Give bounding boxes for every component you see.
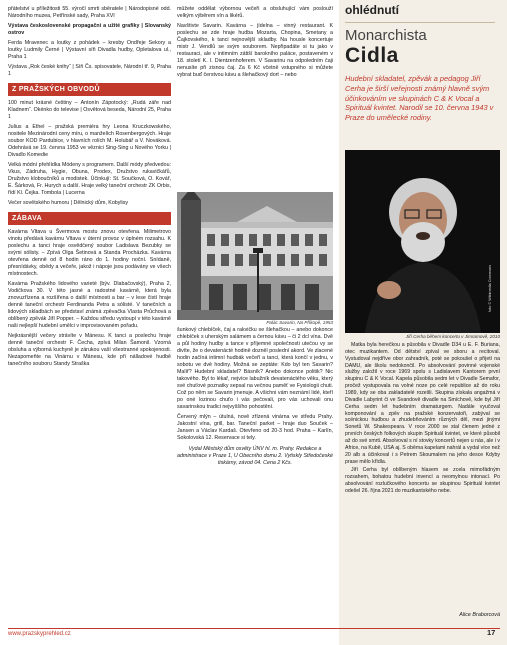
photo-credit: foto © Wikimedia Commons [488, 264, 492, 312]
section-kicker: ohlédnutí [345, 3, 399, 17]
listing-text: Velká módní přehlídka Módeny s programem. Další módy předvedou: Vkus, Zádruha, Hygie, Obuna, Prodex, Družstvo rukavičkářů, Družstvo kloboučníků a modistek. Účinkují: St. Součková, O. Kovář, E. Šárková, Fr. Hurych a další. Hraje velký taneční orchestr ZK Orbis, řídí Kl. Čejka. Tombola | Lucerna [8, 161, 171, 196]
listing-text: šunkový chlebíček, čaj a rakvičku se šlehačkou – anebo dokonce chlebíček s uherským salámem a černou kávu – či 2 dcl vína. Dvě a půl hodiny hudby a tance v příjemné společnosti utečou vy se divíte, že o devatenácté hodině dozněl poslední akord. Ve zlacené hodin začíná intimní hudbák večeří a tanci, která končí v jednu, v sobotu ve dvě hodiny. Možná se zeptáte: Kdo byl ten Savarin? Malíř? Hudební skladatel? Básník? Anebo dokonce politik? Nic takového. Byl to lékař, nejvíce labužník devatenáctého věku, který své chuťové poznatky sepsal na večnou paměť ve Fysiologii chuti. Což po něm se Savarin jmenuje. A všichni vám neznámí lidé, kteří po oné lozinou chuťo i vás pečovali, pro vás uchovali onu savarinskou tradici nejvyššího pohostění. [177, 327, 333, 410]
article-paragraph: Jiří Cerha byl oblíbeným hlasem se zcela mimořádným rozsahem, bohatou hudební invencí a neomylnou intonací. Po absolvování rozlučkového koncertu se skupinou Spirituál kvintet odešel 26. října 2021 do muzikantského nebe. [345, 467, 500, 495]
portrait-photo [345, 150, 500, 333]
section-heading-obvody: Z PRAŽSKÝCH OBVODŮ [8, 83, 171, 96]
building-image [177, 192, 333, 320]
section-heading-zabava: ZÁBAVA [8, 212, 171, 225]
article-lead: Hudební skladatel, zpěvák a pedagog Jiří Cerha je širší veřejnosti známý hlavně svým účinkováním ve skupinách C & K Vocal a Spirituál kvintet. Narodil se 10. června 1943 v Praze do umělecké rodiny. [345, 74, 494, 123]
article-paragraph: Matka byla herečkou a působila v Divadle D34 u E. F. Buriana, otec muzikantem. Od dětství zpíval ve sboru a recitoval. Vystudoval nejdříve obor zahradník, poté se pokoušel o přijetí na DAMU, ale školu nedokončil. Po absolvování povinné vojenské služby založil v roce 1969 spolu s Ladislavem Kantorem první skupinu C & K Vocal. Kapela působila sedm let v Divadle Semafor, pročež vystupovala na volné noze po celé republice až do roku 1989, kdy se oba zakladatelé rozešli. Skupina získala angažmá v Divadle Labyrint či ve Svandově divadle na Smíchově, kde byl Jiří Cerha sedm let hudebním dramaturgem. Nadále vyučoval komponování a zpěv na pražské konzervatoři, zabýval se scénickou hudbou a zhudebňováním různých děl, mezi jinými Sonetů W. Shakespeara. V roce 2000 se stal členem jedné z prvních českých folkových skupin Spirituál kvintet, ve které působil až do své smrti. Absolvoval s ní stovky koncertů nejen u nás, ale i v Africe, na Kubě, USA aj. S oběma kapelami nahrál a vydal více než 20 alb a účinkoval i s Petrem Skoumalem na jeho desce Kdyby prase mělo křídla. [345, 342, 500, 465]
portrait-caption: Jiří Cerha během koncertu v Jimramově, 2010 [405, 334, 500, 339]
listing-text: Ferda Mravenec a loutky z pohádek – kresby Ondřeje Sekory a loutky Ludmily Černé | Výstavní síň Divadla hudby, Opletalova ul., Praha 1 [8, 39, 171, 60]
listing-text: Večer sovětského humoru | Dělnický dům, Kobylisy [8, 199, 129, 206]
listing-text: přátelství u příležitosti 55. výročí smrti sběratele | Národopisné odd. Národního muzea, Petřínské sady, Praha XVI [8, 6, 171, 19]
footer-website-link[interactable]: www.prazskyprehled.cz [8, 631, 71, 637]
listing-text: Nejkrásnější večery strávíte v Mánesu. K tanci a poslechu hraje denně taneční orchestr F. Čecha, zpívá Milan Šamonil. Vzorná obsluha a výborná kuchyně je zárukou vaší všestranné spokojenosti. Nezapomeňte na Vinárnu v Mánesu, kde při nálladové hudbě tanečního souboru Standy Straška [8, 332, 171, 367]
building-photo-caption: Palác Savarin, Na Příkopě, 1953 [266, 320, 333, 325]
listing-text: Navštivte Savarin. Kavárna – jídelna – vinný restaurant. K poslechu se zde hraje hudba Mozarta, Chopina, Smetany a Čajkovského, k tanci nejnovější skladby. Na housle koncertuje mistr J. Vendlů se svým souborem. Nepřipadáte si tu jako v restauraci, ale v intimním zátiší barokního paláce, postaveném v 18. století K. I. Dientzenhoferem. V Savarinu na odpoledním čaji nenusíte při zisnou čaj. Za 6 Kč včetně vstupného si můžete vybrat buď čerstvou kávu a šlehačkový dort – nebo [177, 22, 333, 78]
listing-text: Výstava československé propagační a užité grafiky | Slovanský ostrov [8, 22, 171, 36]
page-number: 17 [487, 628, 496, 637]
article-title-first: Monarchista [345, 27, 427, 44]
listing-text: 100 minut krásné češtiny – Antonín Zápotocký: „Rudá záře nad Kladnem“. Okénko do televise | Osvětová beseda, Národní 25, Praha 1 [8, 100, 171, 121]
footer-divider [8, 628, 500, 629]
article-author: Alice Braborcová [459, 612, 500, 618]
listing-text: Červený mlýn – útulná, nově zřízená vinárna ve středu Prahy. Jakostní vína, grill, bar. Taneční parket – hraje duo Souček – Jansen a Václav Kardaš. Otevřeno od 20-3 hod. Praha – Karlín, Sokolovská 12. Reservace si tely. [177, 413, 333, 441]
listing-text: Kavárna Vltava u Švermova mostu znovu otevřena. Milimetrovo vinotu předává kavárnu Vltava v úterní provoz v úplném rozsahu. K poslechu a tanci hraje osvědčený soubor Ladislava Bezubky se svými sólisty. – Zpívá Olga Šetinová a Standa Procházka. Kavárna otevřena denně od 8 hodin ráno do 1. hodiny noční. Snídaně, přesnídávky, obědy a večeře, jakož i nápoje jsou podávány ve všech místnostech. [8, 229, 171, 278]
listing-text: můžete oddělat výbornou večeři a obsluhující vám poslouží velkým výběrem vín a likérů. [177, 6, 333, 19]
middle-column-top [177, 6, 333, 191]
listing-text: Výstava „Rok české knihy“ | Síň Čs. spisovatele, Národní tř. 9, Praha 1 [8, 63, 171, 77]
left-column [8, 6, 171, 623]
kicker-divider [345, 22, 495, 23]
article-body [345, 342, 500, 610]
portrait-image [345, 150, 500, 333]
listing-text: Kavárna Pražského lidového varieté (býv. Dlabačovský), Praha 2, Vodičkova 30. V této jasné a radostné kavárně, která byla znovuzřízena a rozšířena o další místnosti a bar – v lese čistí hraje denně taneční orchestr Ferdinanda Petra a sólisté. V tanečních a lidových skladbách se představí známá zpěvačka Vlasta Průchová a oblíbený zpěvák Jiří Popper. – Každou středu vystoupí v této kavárně naši nejlepší hudební umělci v improvisovaném pořadu. [8, 281, 171, 329]
listing-text: Julius a Ethel – pražská premiéra hry Leona Kruczkowského, nositele Mezinárodní ceny míru, o manželích Rosenbergových. Hraje soubor KOD Pardubice, v hlavních rolích M. Holubář a V. Nováková. Odehrává se 19. června 1953 ve věznici Sing-Sing u Nového Yorku | Divadlo Komedie [8, 124, 171, 158]
building-photo [177, 192, 333, 320]
middle-column-bottom [177, 327, 333, 623]
article-title-last: Cidla [345, 44, 399, 67]
imprint-note: Vydal Městský dům osvěty ÚNV hl. m. Prahy. Redakce a administrace v Praze 1, U Obecního domu 2. Vytiskly Středočeské tiskárny, závod 04. Cena 2 Kčs. [177, 445, 333, 466]
